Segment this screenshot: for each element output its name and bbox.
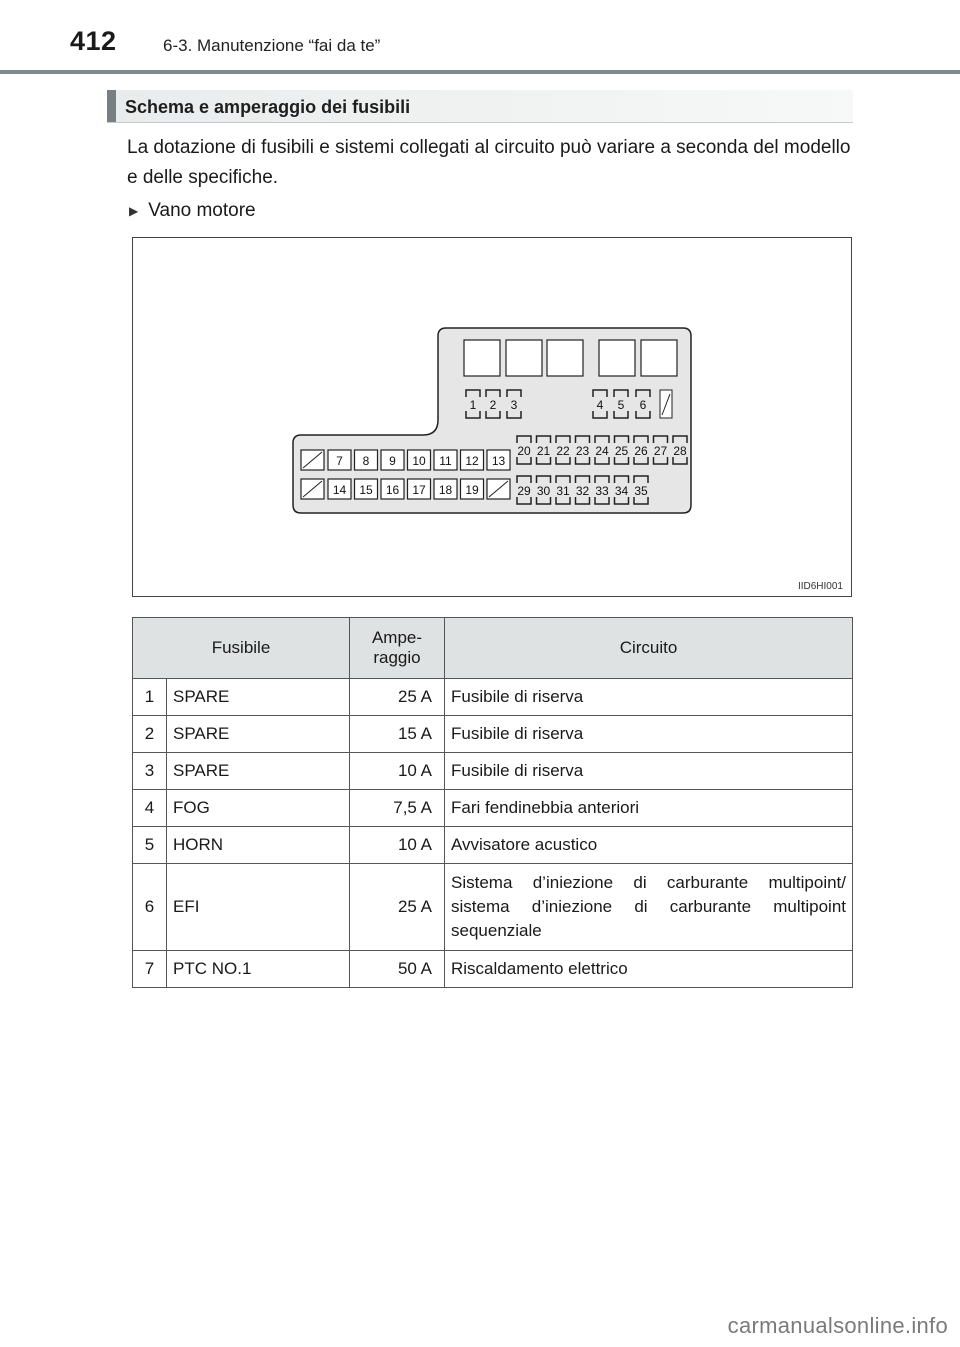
fuse-circuit: Sistema d’iniezione di carburante multipoint/ sistema d’iniezione di carburante multipoint sequenziale [445,864,853,951]
section-title: Schema e amperaggio dei fusibili [125,97,411,117]
fuse-label: 28 [673,444,687,458]
table-row [133,827,853,864]
header-amperage [350,618,445,679]
fuse-label: 8 [362,454,370,468]
fuse-label: 24 [595,444,609,458]
fuse-label: 35 [634,484,648,498]
fuse-table [132,617,853,988]
fuse-circuit: Fusibile di riserva [445,753,853,790]
relay-block [464,340,500,376]
figure-code: IID6HI001 [797,581,843,592]
fuse-label: 4 [596,398,604,412]
fuse-label: 7 [336,454,343,468]
header-amperage-line2: raggio [373,648,421,667]
fuse-name: HORN [167,827,350,864]
triangle-bullet-icon: ▶ [129,204,139,218]
fuse-label: 13 [491,454,506,468]
fuse-number: 5 [133,827,167,864]
fuse-label: 2 [489,398,497,412]
table-row [133,951,853,988]
fuse-label: 26 [634,444,648,458]
fuse-label: 33 [595,484,609,498]
header-fuse: Fusibile [133,618,350,679]
fuse-number: 4 [133,790,167,827]
fuse-label: 3 [510,398,518,412]
relay-block [506,340,542,376]
fuse-amperage: 25 A [350,679,445,716]
fuse-label: 15 [359,483,373,497]
relay-block [641,340,677,376]
bullet-label: Vano motore [148,200,256,221]
fuse-label: 6 [639,398,647,412]
fuse-label: 20 [517,444,531,458]
header-rule [0,70,960,74]
fuse-label: 11 [439,454,452,468]
fuse-name: SPARE [167,716,350,753]
bullet-item [129,200,256,222]
fuse-number: 2 [133,716,167,753]
page-number: 412 [70,26,117,56]
fuse-name: SPARE [167,753,350,790]
fuse-amperage: 15 A [350,716,445,753]
section-heading-accent [107,90,116,122]
fuse-label: 21 [536,444,551,458]
table-row [133,716,853,753]
fuse-circuit: Riscaldamento elettrico [445,951,853,988]
fuse-amperage: 10 A [350,753,445,790]
fuse-name: SPARE [167,679,350,716]
fuse-circuit: Fari fendinebbia anteriori [445,790,853,827]
intro-paragraph: La dotazione di fusibili e sistemi collegati al circuito può variare a seconda del modello e delle specifiche. [127,137,851,188]
fuse-label: 17 [412,483,426,497]
fuse-label: 30 [536,484,551,498]
fuse-name: FOG [167,790,350,827]
fuse-label: 23 [575,444,590,458]
fuse-box-svg [133,238,853,598]
fuse-label: 32 [575,484,590,498]
fuse-label: 19 [465,483,479,497]
fuse-label: 12 [465,454,479,468]
fuse-circuit: Fusibile di riserva [445,679,853,716]
fuse-circuit: Avvisatore acustico [445,827,853,864]
fuse-label: 14 [332,483,347,497]
fuse-box-diagram [132,237,852,597]
fuse-name: PTC NO.1 [167,951,350,988]
running-head: 6-3. Manutenzione “fai da te” [163,36,381,55]
fuse-label: 5 [617,398,625,412]
fuse-number: 1 [133,679,167,716]
fuse-circuit: Fusibile di riserva [445,716,853,753]
fuse-amperage: 50 A [350,951,445,988]
fuse-amperage: 25 A [350,864,445,951]
fuse-number: 3 [133,753,167,790]
table-row [133,790,853,827]
fuse-number: 6 [133,864,167,951]
fuse-label: 10 [412,454,426,468]
header-circuit: Circuito [445,618,853,679]
table-row [133,753,853,790]
fuse-number: 7 [133,951,167,988]
table-row [133,679,853,716]
fuse-label: 29 [517,484,531,498]
fuse-label: 27 [653,444,668,458]
fuse-name: EFI [167,864,350,951]
fuse-label: 9 [389,454,396,468]
table-header-row [133,618,853,679]
table-row [133,864,853,951]
relay-block [599,340,635,376]
fuse-label: 25 [614,444,629,458]
header-amperage-line1: Ampe- [371,628,423,647]
relay-block [547,340,583,376]
fuse-amperage: 7,5 A [350,790,445,827]
fuse-label: 16 [385,483,400,497]
fuse-label: 31 [556,484,570,498]
fuse-label: 18 [438,483,453,497]
fuse-label: 22 [556,444,570,458]
fuse-label: 1 [469,398,477,412]
fuse-label: 34 [614,484,629,498]
fuse-amperage: 10 A [350,827,445,864]
watermark: carmanualsonline.info [727,1313,948,1338]
